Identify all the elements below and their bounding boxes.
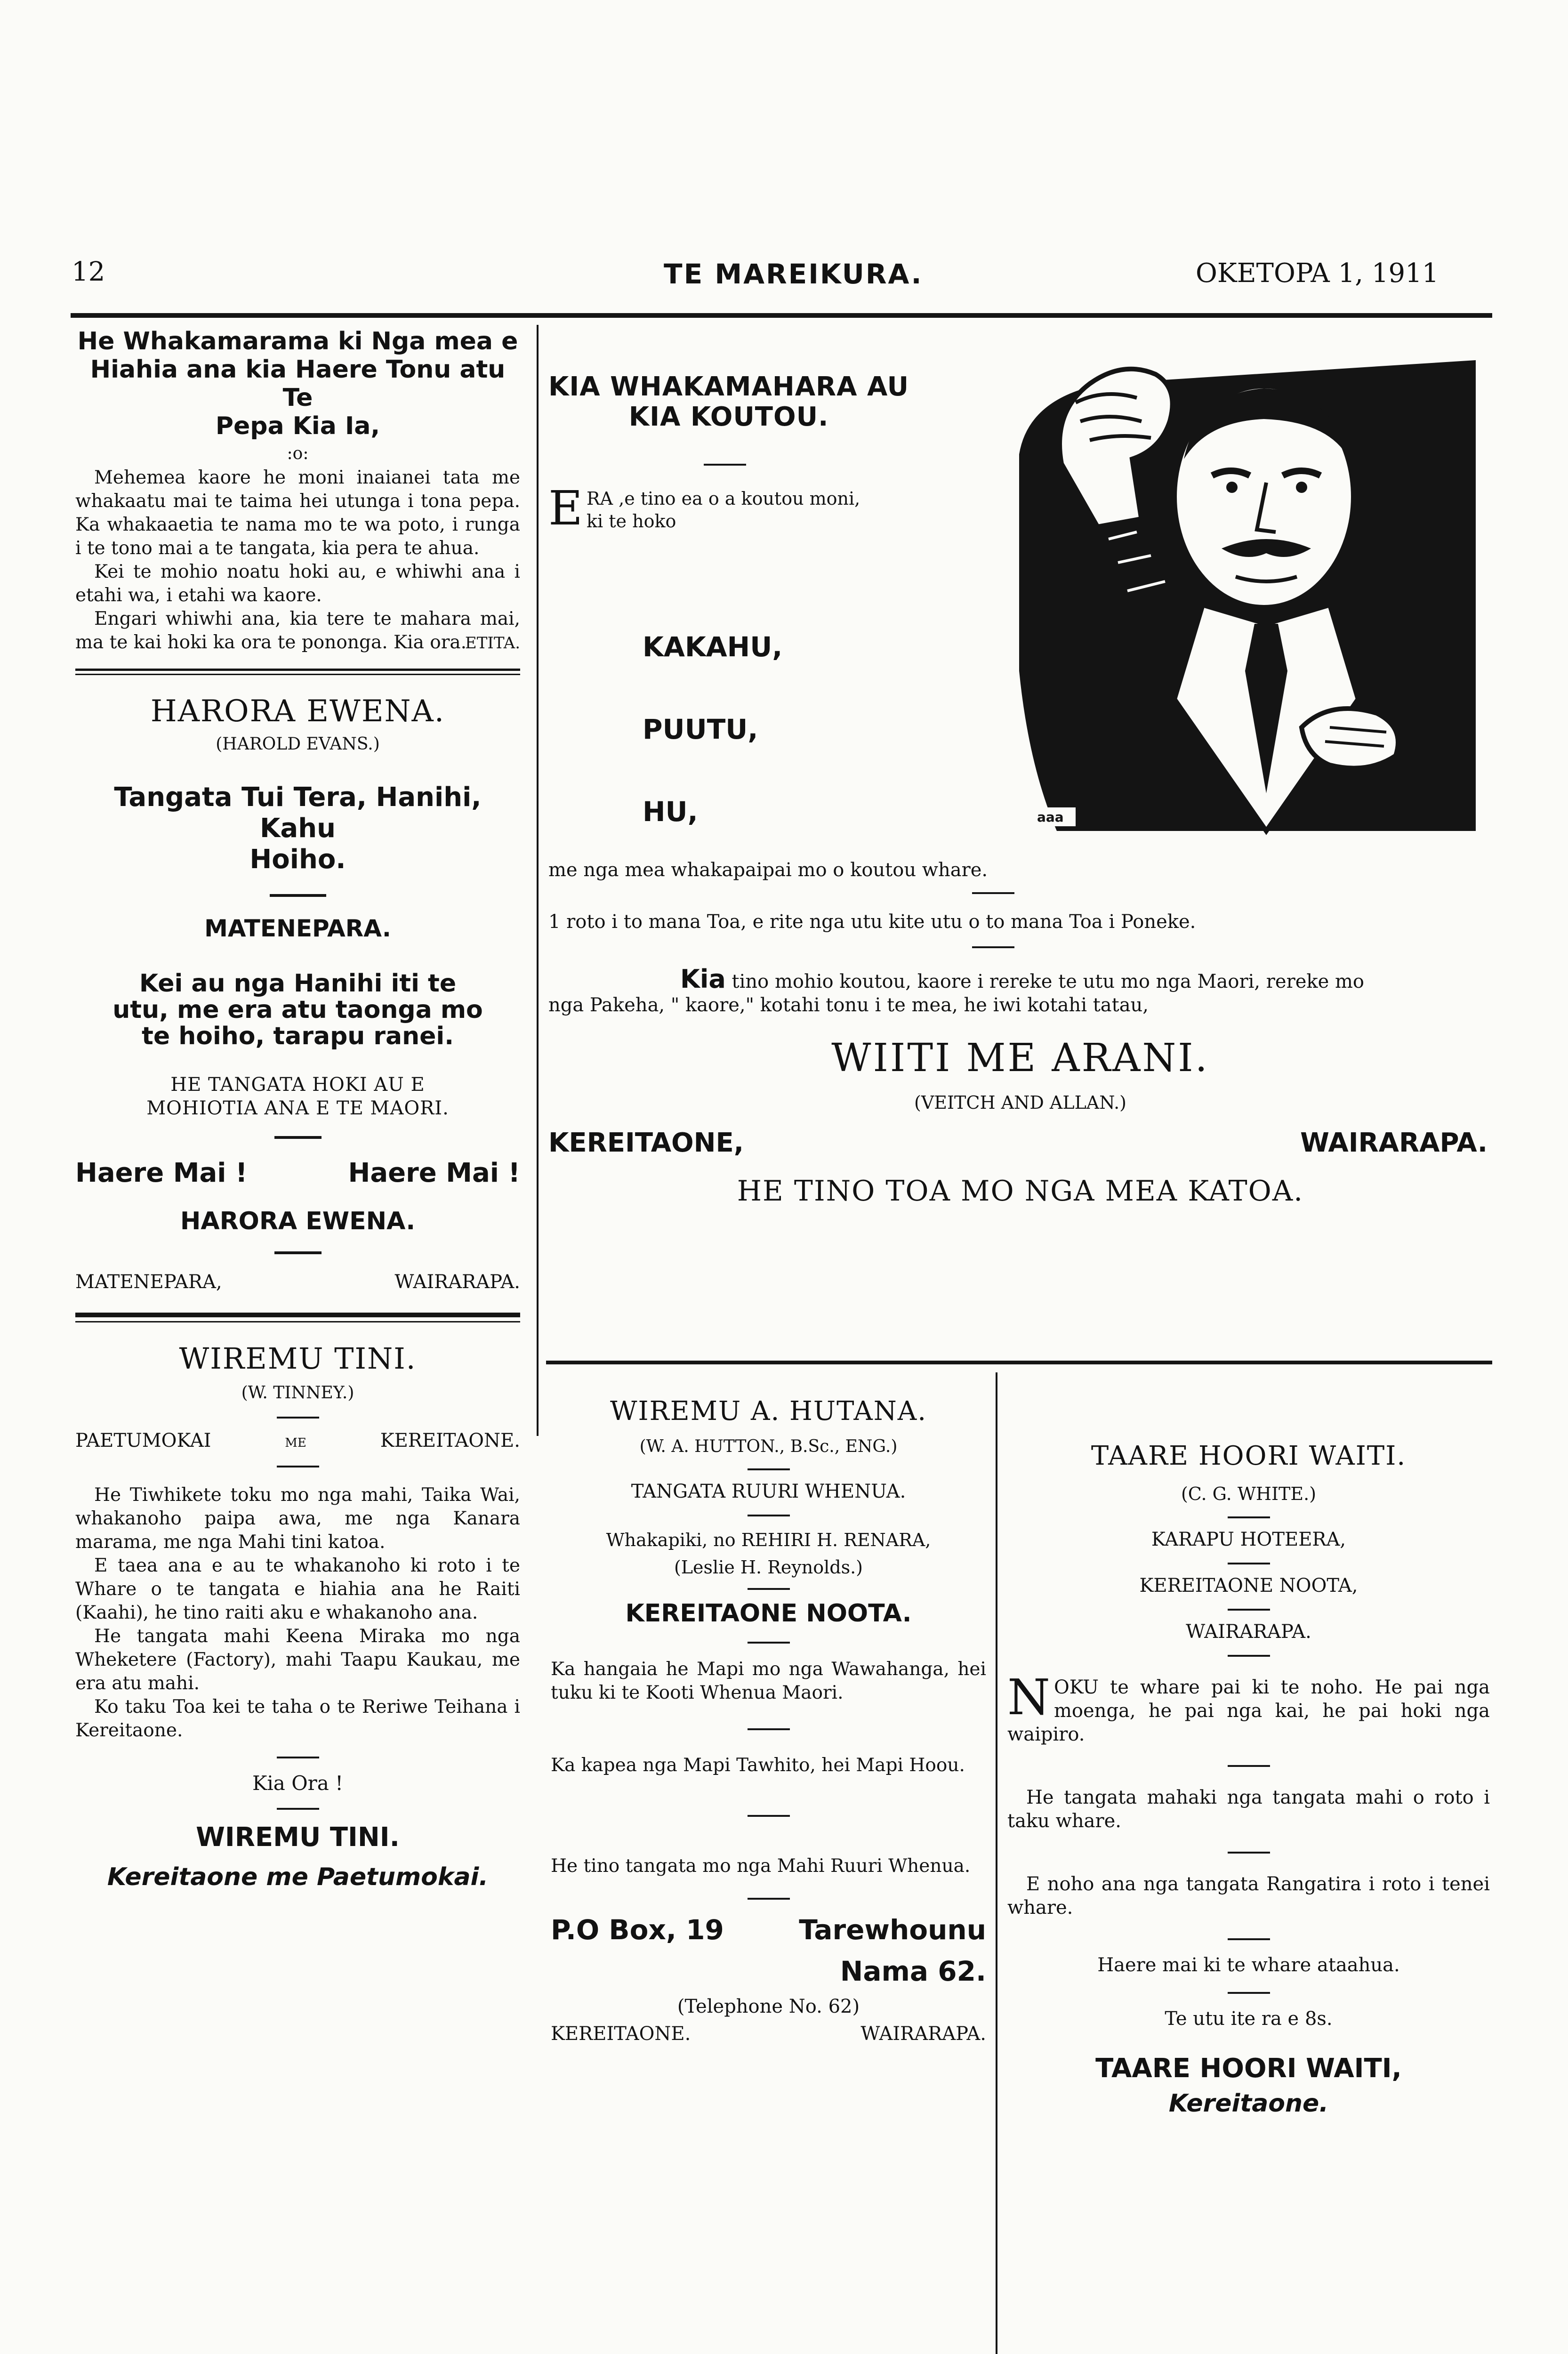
nama-number: Nama 62. bbox=[840, 1955, 986, 1987]
notice-divider: :o: bbox=[287, 444, 309, 463]
tarewhounu: Tarewhounu bbox=[799, 1914, 986, 1946]
offer-text bbox=[75, 970, 520, 1049]
man-illustration-svg bbox=[1000, 341, 1485, 852]
notice-paragraph: Kei te mohio noatu hoki au, e whiwhi ana i etahi wa, i etahi wa kaore. bbox=[75, 561, 520, 606]
firm-english: (VEITCH AND ALLAN.) bbox=[914, 1092, 1126, 1113]
clothing-body-line: me nga mea whakapaipai mo o koutou whare. bbox=[548, 859, 988, 881]
man-illustration bbox=[1000, 341, 1485, 852]
ad-title: WIREMU A. HUTANA. bbox=[610, 1396, 927, 1427]
ad-paragraph: He tino tangata mo nga Mahi Ruuri Whenua. bbox=[551, 1855, 971, 1877]
trust-line: MOHIOTIA ANA E TE MAORI. bbox=[146, 1097, 449, 1119]
notice-line bbox=[548, 964, 1485, 994]
notice-lead: Kia bbox=[680, 964, 726, 994]
ad-paragraph: He Tiwhikete toku mo nga mahi, Taika Wai, whakanoho paipa awa, me nga Kanara marama, me nga Mahi tini katoa. bbox=[75, 1484, 520, 1553]
ad-title: TAARE HOORI WAITI. bbox=[1091, 1441, 1407, 1471]
place-me: ME bbox=[285, 1436, 306, 1450]
short-rule bbox=[1228, 1765, 1270, 1767]
box-row bbox=[551, 1914, 986, 1946]
notice-text: nga Pakeha, " kaore," kotahi tonu i te mea, he iwi kotahi tatau, bbox=[548, 994, 1149, 1016]
ad-subtitle: (C. G. WHITE.) bbox=[1181, 1483, 1317, 1504]
trust-text bbox=[75, 1073, 520, 1120]
ad-place: MATENEPARA. bbox=[204, 915, 391, 942]
section-double-rule bbox=[75, 674, 520, 675]
ad-place: Kereitaone me Paetumokai. bbox=[107, 1863, 489, 1891]
intro-line: ki te hoko bbox=[587, 511, 676, 532]
harora-ewena-ad bbox=[75, 694, 520, 1293]
short-rule bbox=[748, 1898, 790, 1900]
ad-paragraph: He tangata mahaki nga tangata mahi o roto i taku whare. bbox=[1007, 1787, 1490, 1832]
clothing-heading-line: KIA WHAKAMAHARA AU bbox=[548, 371, 909, 402]
clothing-item: KAKAHU, bbox=[643, 631, 783, 663]
clothing-slogan: HE TINO TOA MO NGA MEA KATOA. bbox=[737, 1175, 1304, 1208]
intro-dropcap: N bbox=[1007, 1669, 1050, 1726]
clothing-item: PUUTU, bbox=[643, 713, 758, 745]
ad-title: HARORA EWENA. bbox=[150, 694, 445, 729]
short-rule bbox=[1228, 1609, 1270, 1611]
short-rule bbox=[277, 1466, 319, 1467]
short-rule bbox=[704, 464, 746, 466]
footer-left: MATENEPARA, bbox=[75, 1271, 222, 1293]
masthead-rule bbox=[71, 313, 1492, 318]
section-double-rule bbox=[75, 1313, 520, 1317]
ad-name: WIREMU TINI. bbox=[196, 1822, 400, 1853]
column-divider bbox=[537, 325, 539, 1436]
ad-place: KEREITAONE NOOTA. bbox=[625, 1599, 912, 1628]
footer-right: WAIRARAPA. bbox=[860, 2023, 986, 2045]
place-right: KEREITAONE. bbox=[380, 1430, 520, 1451]
clothing-heading-line: KIA KOUTOU. bbox=[628, 402, 829, 432]
hutana-ad bbox=[551, 1396, 986, 2045]
footer-right: WAIRARAPA. bbox=[394, 1271, 520, 1293]
ad-name: TAARE HOORI WAITI, bbox=[1095, 2053, 1402, 2084]
ad-footer bbox=[551, 2023, 986, 2045]
issue-date: OKETOPA 1, 1911 bbox=[1196, 258, 1439, 289]
notice-heading-line: Hiahia ana kia Haere Tonu atu Te bbox=[90, 355, 506, 412]
notice-signature: ETITA. bbox=[465, 634, 520, 653]
short-rule bbox=[748, 1588, 790, 1590]
haere-mai-row bbox=[75, 1158, 520, 1188]
subcolumn-divider bbox=[996, 1372, 997, 2354]
trade-line: Hoiho. bbox=[249, 844, 346, 875]
section-double-rule bbox=[75, 1321, 520, 1322]
short-rule bbox=[748, 1515, 790, 1516]
telephone: (Telephone No. 62) bbox=[677, 1996, 860, 2017]
haere-mai-left: Haere Mai ! bbox=[75, 1158, 248, 1188]
ad-paragraph: Ka hangaia he Mapi mo nga Wawahanga, hei tuku ki te Kooti Whenua Maori. bbox=[551, 1659, 986, 1703]
short-rule bbox=[274, 1251, 322, 1254]
ad-paragraph: E taea ana e au te whakanoho ki roto i te Whare o te tangata e hiahia ana he Raiti (Kaahi), he tino raiti aku e whakanoho ana. bbox=[75, 1555, 520, 1623]
page-number: 12 bbox=[72, 257, 105, 287]
short-rule bbox=[274, 1136, 322, 1139]
waiti-ad bbox=[1007, 1441, 1490, 2118]
offer-line: utu, me era atu taonga mo bbox=[113, 996, 483, 1024]
place-left: KEREITAONE, bbox=[548, 1128, 744, 1158]
clothing-notice bbox=[548, 964, 1485, 1017]
left-column bbox=[75, 327, 520, 1891]
hotel-place: WAIRARAPA. bbox=[1186, 1621, 1311, 1643]
footer-left: KEREITAONE. bbox=[551, 2023, 691, 2045]
trust-line: HE TANGATA HOKI AU E bbox=[170, 1074, 425, 1096]
clothing-heading bbox=[548, 372, 909, 432]
ad-paragraph: E noho ana nga tangata Rangatira i roto i tenei whare. bbox=[1007, 1873, 1490, 1919]
short-rule bbox=[1228, 1938, 1270, 1940]
hotel-name: KARAPU HOTEERA, bbox=[1151, 1529, 1346, 1550]
intro-line: RA ,e tino ea o a koutou moni, bbox=[587, 488, 860, 509]
haere-mai-right: Haere Mai ! bbox=[348, 1158, 520, 1188]
right-section-rule bbox=[546, 1361, 1492, 1364]
short-rule bbox=[1228, 1563, 1270, 1564]
ad-subtitle: (W. A. HUTTON., B.Sc., ENG.) bbox=[639, 1437, 898, 1456]
ad-paragraph: Ko taku Toa kei te taha o te Reriwe Teihana i Kereitaone. bbox=[75, 1696, 520, 1741]
clothing-ad bbox=[548, 327, 1492, 1354]
price-line: Te utu ite ra e 8s. bbox=[1165, 2008, 1333, 2030]
clothing-places bbox=[548, 1128, 1488, 1158]
kia-ora: Kia Ora ! bbox=[252, 1772, 343, 1795]
offer-line: Kei au nga Hanihi iti te bbox=[139, 969, 457, 998]
intro-rest: He pai nga moenga, he pai nga kai, he pai hoki nga waipiro. bbox=[1007, 1677, 1490, 1745]
partner-line: Whakapiki, no REHIRI H. RENARA, bbox=[606, 1530, 931, 1550]
ad-place: Kereitaone. bbox=[1168, 2089, 1329, 2118]
notice-heading bbox=[75, 327, 520, 440]
short-rule bbox=[748, 1728, 790, 1730]
ad-title: WIREMU TINI. bbox=[179, 1341, 417, 1376]
ad-subtitle: (HAROLD EVANS.) bbox=[216, 734, 380, 754]
short-rule bbox=[972, 946, 1014, 948]
place-left: PAETUMOKAI bbox=[75, 1430, 211, 1451]
trade-heading bbox=[75, 782, 520, 875]
offer-line: te hoiho, tarapu ranei. bbox=[141, 1022, 454, 1050]
notice-heading-line: Pepa Kia Ia, bbox=[215, 412, 380, 440]
firm-name: WIITI ME ARANI. bbox=[831, 1036, 1209, 1080]
ad-paragraph: He tangata mahi Keena Miraka mo nga Wheketere (Factory), mahi Taapu Kaukau, me era atu mahi. bbox=[75, 1626, 520, 1694]
ad-paragraph: Ka kapea nga Mapi Tawhito, hei Mapi Hoou. bbox=[551, 1755, 965, 1776]
short-rule bbox=[277, 1417, 319, 1419]
clothing-item: HU, bbox=[643, 796, 698, 828]
short-rule bbox=[1228, 1655, 1270, 1657]
wiremu-tini-ad bbox=[75, 1341, 520, 1891]
notice-heading-line: He Whakamarama ki Nga mea e bbox=[77, 327, 518, 355]
clothing-store-line: 1 roto i to mana Toa, e rite nga utu kite utu o to mana Toa i Poneke. bbox=[548, 911, 1196, 933]
place-right: WAIRARAPA. bbox=[1300, 1128, 1488, 1158]
short-rule bbox=[277, 1808, 319, 1810]
short-rule bbox=[748, 1815, 790, 1817]
clothing-intro bbox=[548, 481, 981, 536]
section-double-rule bbox=[75, 669, 520, 671]
ad-footer bbox=[75, 1271, 520, 1293]
short-rule bbox=[1228, 1516, 1270, 1518]
trade-line: Tangata Tui Tera, Hanihi, Kahu bbox=[114, 782, 482, 844]
short-rule bbox=[270, 894, 326, 897]
notice-text: tino mohio koutou, kaore i rereke te utu mo nga Maori, rereke mo bbox=[732, 971, 1365, 992]
welcome-line: Haere mai ki te whare ataahua. bbox=[1097, 1954, 1400, 1976]
intro-dropcap: E bbox=[548, 481, 583, 536]
ad-subtitle: (W. TINNEY.) bbox=[241, 1383, 354, 1403]
short-rule bbox=[1228, 1992, 1270, 1994]
short-rule bbox=[972, 892, 1014, 894]
subscription-notice bbox=[75, 327, 520, 653]
hotel-intro bbox=[1007, 1669, 1490, 1746]
hotel-place: KEREITAONE NOOTA, bbox=[1139, 1575, 1358, 1596]
partner-line: (Leslie H. Reynolds.) bbox=[674, 1557, 863, 1578]
short-rule bbox=[748, 1468, 790, 1470]
notice-paragraph: Mehemea kaore he moni inaianei tata me whakaatu mai te taima hei utunga i tona pepa. Ka whakaaetia te nama mo te wa poto, i runga i te tono mai a te tangata, kia pera te ahua. bbox=[75, 467, 520, 559]
short-rule bbox=[277, 1757, 319, 1758]
ad-name: HARORA EWENA. bbox=[180, 1207, 416, 1235]
notice-paragraph: Engari whiwhi ana, kia tere te mahara mai, ma te kai hoki ka ora te pononga. Kia ora. bbox=[75, 608, 520, 653]
intro-first: OKU te whare pai ki te noho. bbox=[1054, 1677, 1364, 1698]
short-rule bbox=[1228, 1852, 1270, 1854]
short-rule bbox=[748, 1642, 790, 1644]
po-box: P.O Box, 19 bbox=[551, 1914, 724, 1946]
ad-places bbox=[75, 1430, 520, 1451]
ad-role: TANGATA RUURI WHENUA. bbox=[631, 1481, 906, 1502]
newspaper-title: TE MAREIKURA. bbox=[664, 258, 923, 290]
svg-text:aaa: aaa bbox=[1037, 809, 1064, 825]
